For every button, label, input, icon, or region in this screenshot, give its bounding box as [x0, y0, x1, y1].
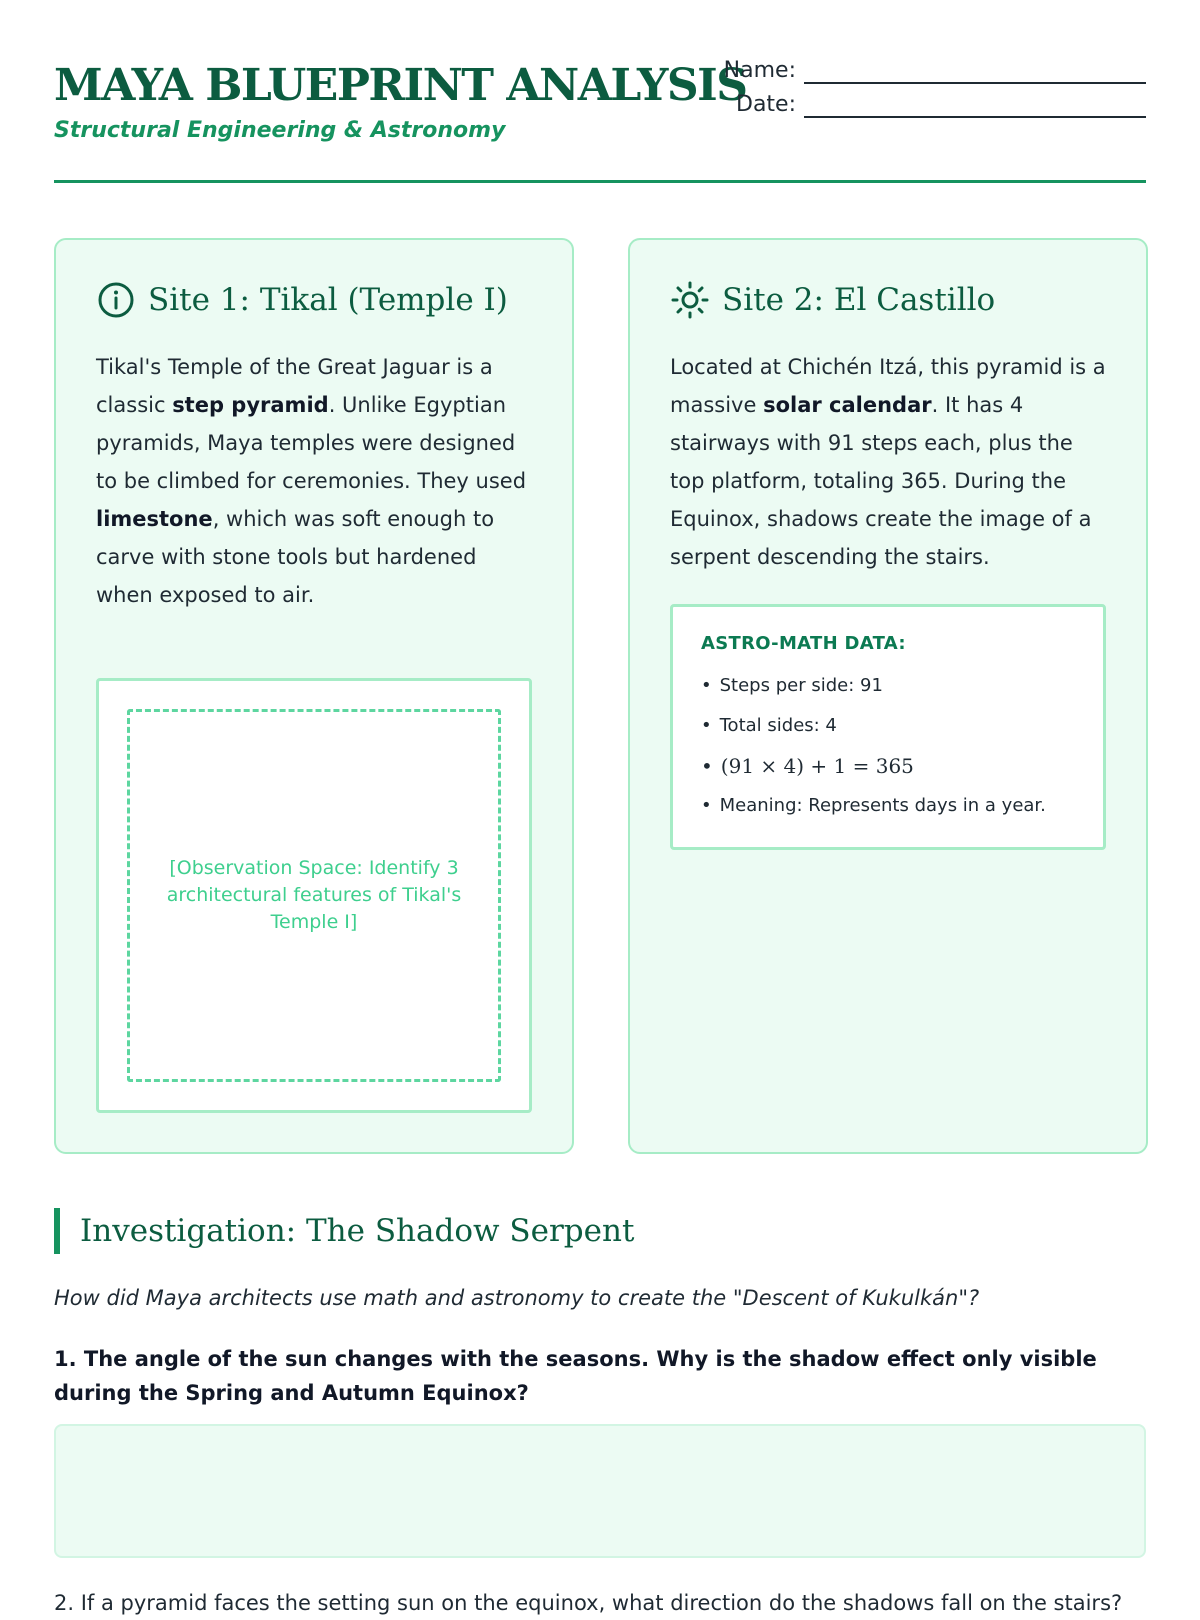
investigation-intro: How did Maya architects use math and astronomy to create the "Descent of Kukulkán"?: [54, 1286, 980, 1310]
site-1-description: [96, 348, 534, 614]
name-input-line[interactable]: [804, 82, 1146, 84]
investigation-heading: Investigation: The Shadow Serpent: [54, 1208, 634, 1254]
astro-math-item: • Total sides: 4: [701, 706, 1075, 746]
worksheet-header: [54, 58, 1146, 143]
header-divider: [54, 180, 1146, 183]
site-2-title: Site 2: El Castillo: [722, 282, 996, 318]
site-1-text-part: Tikal's Temple of the Great Jaguar is a classic: [96, 355, 493, 417]
site-1-text-part: . Unlike Egyptian pyramids, Maya temples were designed to be climbed for ceremonies. They used: [96, 393, 527, 493]
question-1-answer-box[interactable]: [54, 1424, 1146, 1558]
site-2-text-part: . It has 4 stairways with 91 steps each, plus the top platform, totaling 365. During the Equinox, shadows create the image of a serpent descending the stairs.: [670, 393, 1092, 569]
student-fields: [723, 58, 1146, 126]
site-2-description: [670, 348, 1108, 576]
site-1-keyword-step-pyramid: step pyramid: [172, 393, 329, 417]
site-1-card: [54, 238, 574, 1154]
sun-icon: [670, 280, 710, 320]
site-1-title: Site 1: Tikal (Temple I): [148, 282, 508, 318]
astro-math-item: • Steps per side: 91: [701, 666, 1075, 706]
worksheet-title: MAYA BLUEPRINT ANALYSIS: [54, 60, 747, 111]
observation-placeholder: [Observation Space: Identify 3 architectural features of Tikal's Temple I]: [166, 857, 462, 933]
observation-space[interactable]: [127, 709, 501, 1082]
worksheet-subtitle: Structural Engineering & Astronomy: [54, 118, 506, 143]
date-field: [726, 92, 1146, 126]
astro-math-item: • Meaning: Represents days in a year.: [701, 786, 1075, 826]
date-input-line[interactable]: [804, 116, 1146, 118]
astro-math-equation: • (91 × 4) + 1 = 365: [701, 746, 1075, 786]
site-1-keyword-limestone: limestone: [96, 507, 213, 531]
observation-frame: [96, 678, 532, 1113]
site-2-text-part: Located at Chichén Itzá, this pyramid is a massive: [670, 355, 1106, 417]
site-2-keyword-solar-calendar: solar calendar: [763, 393, 932, 417]
name-field: [723, 58, 1146, 92]
info-circle-icon: [96, 280, 136, 320]
site-2-heading: [670, 280, 995, 320]
date-label: Date:: [736, 92, 796, 117]
astro-math-title: ASTRO-MATH DATA:: [701, 633, 906, 654]
name-label: Name:: [723, 58, 796, 83]
site-2-card: [628, 238, 1148, 1154]
site-1-text-part: , which was soft enough to carve with stone tools but hardened when exposed to air.: [96, 507, 495, 607]
site-1-heading: [96, 280, 508, 320]
astro-math-list: [701, 666, 1075, 826]
question-2-partial: 2. If a pyramid faces the setting sun on the equinox, what direction do the shadows fall on the stairs?: [54, 1591, 1123, 1615]
astro-math-data-box: [670, 604, 1106, 850]
question-1: 1. The angle of the sun changes with the seasons. Why is the shadow effect only visible during the Spring and Autumn Equinox?: [54, 1347, 1097, 1405]
